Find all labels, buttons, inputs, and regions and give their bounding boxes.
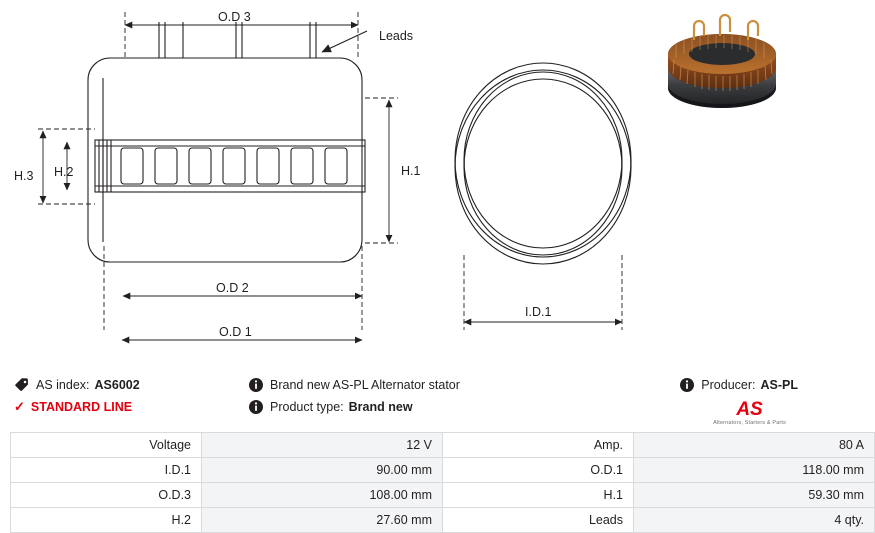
spec-key: Voltage xyxy=(11,433,202,458)
info-icon xyxy=(679,377,695,393)
spec-value: 27.60 mm xyxy=(202,508,443,533)
spec-value: 59.30 mm xyxy=(634,483,875,508)
product-photo xyxy=(654,14,790,134)
check-icon: ✓ xyxy=(14,399,25,414)
description-line xyxy=(248,374,548,396)
dim-od3-label: O.D 3 xyxy=(218,10,251,24)
spec-value: 118.00 mm xyxy=(634,458,875,483)
table-row xyxy=(11,508,875,533)
spec-value: 80 A xyxy=(634,433,875,458)
logo-tagline: Alternators, Starters & Parts xyxy=(713,420,786,426)
dim-h3-label: H.3 xyxy=(14,169,34,183)
tag-icon xyxy=(14,377,30,393)
table-row xyxy=(11,483,875,508)
spec-value: 108.00 mm xyxy=(202,483,443,508)
as-index-line xyxy=(14,374,254,396)
spec-key: Leads xyxy=(443,508,634,533)
standard-line-label: STANDARD LINE xyxy=(30,400,133,414)
spec-key: H.1 xyxy=(443,483,634,508)
leads-callout-label: Leads xyxy=(379,29,414,43)
as-index-label: AS index: xyxy=(36,378,90,392)
dim-od1-label: O.D 1 xyxy=(219,325,252,339)
logo-text: AS xyxy=(736,399,763,420)
spec-key: O.D.1 xyxy=(443,458,634,483)
spec-key: I.D.1 xyxy=(11,458,202,483)
producer-label: Producer: xyxy=(701,378,756,392)
table-row xyxy=(11,458,875,483)
info-icon xyxy=(248,399,264,415)
spec-value: 12 V xyxy=(202,433,443,458)
as-pl-logo xyxy=(713,400,786,426)
product-type-value: Brand new xyxy=(348,400,413,414)
table-row xyxy=(11,433,875,458)
info-column-description xyxy=(248,374,548,418)
spec-key: H.2 xyxy=(11,508,202,533)
info-column-index xyxy=(14,374,254,418)
dim-id1-label: I.D.1 xyxy=(525,305,552,319)
spec-value: 4 qty. xyxy=(634,508,875,533)
description-text: Brand new AS-PL Alternator stator xyxy=(270,378,460,392)
as-index-value: AS6002 xyxy=(94,378,140,392)
info-column-producer xyxy=(548,374,798,426)
product-type-label: Product type: xyxy=(270,400,344,414)
spec-key: Amp. xyxy=(443,433,634,458)
producer-line xyxy=(548,374,798,396)
spec-value: 90.00 mm xyxy=(202,458,443,483)
dim-h1-label: H.1 xyxy=(401,164,421,178)
standard-line-badge xyxy=(14,396,254,418)
specifications-table xyxy=(10,432,875,533)
spec-key: O.D.3 xyxy=(11,483,202,508)
product-type-line xyxy=(248,396,548,418)
dim-od2-label: O.D 2 xyxy=(216,281,249,295)
producer-value: AS-PL xyxy=(760,378,798,392)
product-info xyxy=(0,368,800,430)
info-icon xyxy=(248,377,264,393)
dim-h2-label: H.2 xyxy=(54,165,74,179)
